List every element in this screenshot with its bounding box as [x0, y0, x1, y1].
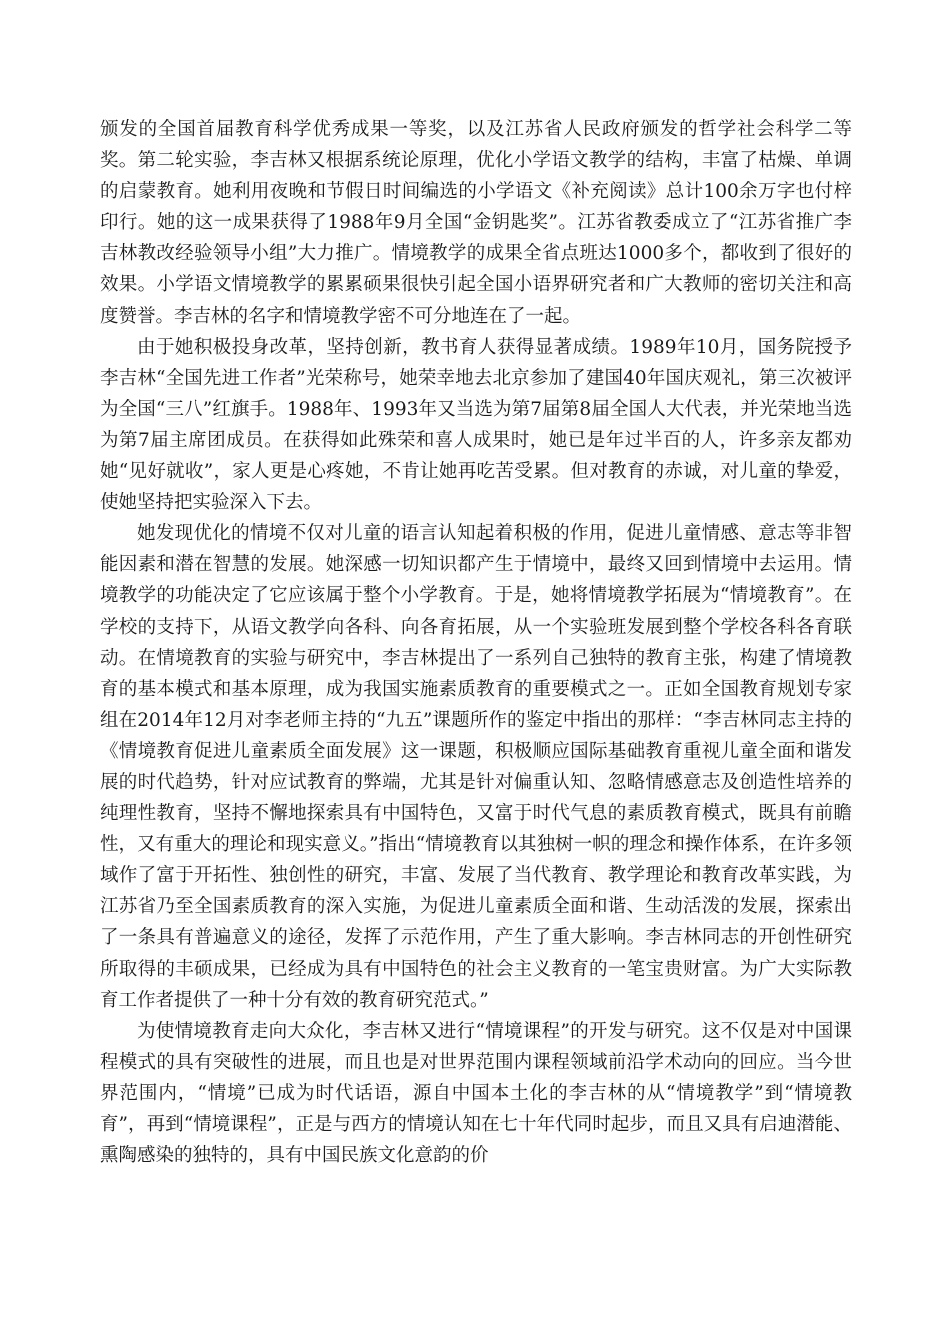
paragraph-3: 她发现优化的情境不仅对儿童的语言认知起着积极的作用，促进儿童情感、意志等非智能因素和潜在智慧的发展。她深感一切知识都产生于情境中，最终又回到情境中去运用。情境教学的功能决定了它应该属于整个小学教育。于是，她将情境教学拓展为“情境教育”。在学校的支持下，从语文教学向各科、向各育拓展，从一个实验班发展到整个学校各科各育联动。在情境教育的实验与研究中，李吉林提出了一系列自己独特的教育主张，构建了情境教育的基本模式和基本原理，成为我国实施素质教育的重要模式之一。正如全国教育规划专家组在2014年12月对李老师主持的“九五”课题所作的鉴定中指出的那样：“李吉林同志主持的《情境教育促进儿童素质全面发展》这一课题，积极顺应国际基础教育重视儿童全面和谐发展的时代趋势，针对应试教育的弊端，尤其是针对偏重认知、忽略情感意志及创造性培养的纯理性教育，坚持不懈地探索具有中国特色，又富于时代气息的素质教育模式，既具有前瞻性，又有重大的理论和现实意义。”指出“情境教育以其独树一帜的理念和操作体系，在许多领域作了富于开拓性、独创性的研究，丰富、发展了当代教育、教学理论和教育改革实践，为江苏省乃至全国素质教育的深入实施，为促进儿童素质全面和谐、生动活泼的发展，探索出了一条具有普遍意义的途径，发挥了示范作用，产生了重大影响。李吉林同志的开创性研究所取得的丰硕成果，已经成为具有中国特色的社会主义教育的一笔宝贵财富。为广大实际教育工作者提供了一种十分有效的教育研究范式。” [100, 523, 852, 1011]
paragraph-4: 为使情境教育走向大众化，李吉林又进行“情境课程”的开发与研究。这不仅是对中国课程模式的具有突破性的进展，而且也是对世界范围内课程领域前沿学术动向的回应。当今世界范围内，“情境”已成为时代话语，源自中国本土化的李吉林的从“情境教学”到“情境教育”，再到“情境课程”，正是与西方的情境认知在七十年代同时起步，而且又具有启迪潜能、熏陶感染的独特的，具有中国民族文化意韵的价 [100, 1020, 852, 1167]
paragraph-1: 颁发的全国首届教育科学优秀成果一等奖，以及江苏省人民政府颁发的哲学社会科学二等奖。第二轮实验，李吉林又根据系统论原理，优化小学语文教学的结构，丰富了枯燥、单调的启蒙教育。她利用夜晚和节假日时间编选的小学语文《补充阅读》总计100余万字也付梓印行。她的这一成果获得了1988年9月全国“金钥匙奖”。江苏省教委成立了“江苏省推广李吉林教改经验领导小组”大力推广。情境教学的成果全省点班达1000多个，都收到了很好的效果。小学语文情境教学的累累硕果很快引起全国小语界研究者和广大教师的密切关注和高度赞誉。李吉林的名字和情境教学密不可分地连在了一起。 [100, 119, 852, 327]
body-text [100, 114, 852, 1171]
paragraph-2: 由于她积极投身改革，坚持创新，教书育人获得显著成绩。1989年10月，国务院授予李吉林“全国先进工作者”光荣称号，她荣幸地去北京参加了建国40年国庆观礼，第三次被评为全国“三八”红旗手。1988年、1993年又当选为第7届第8届全国人大代表，并光荣地当选为第7届主席团成员。在获得如此殊荣和喜人成果时，她已是年过半百的人，许多亲友都劝她“见好就收”，家人更是心疼她，不肯让她再吃苦受累。但对教育的赤诚，对儿童的挚爱，使她坚持把实验深入下去。 [100, 336, 852, 514]
